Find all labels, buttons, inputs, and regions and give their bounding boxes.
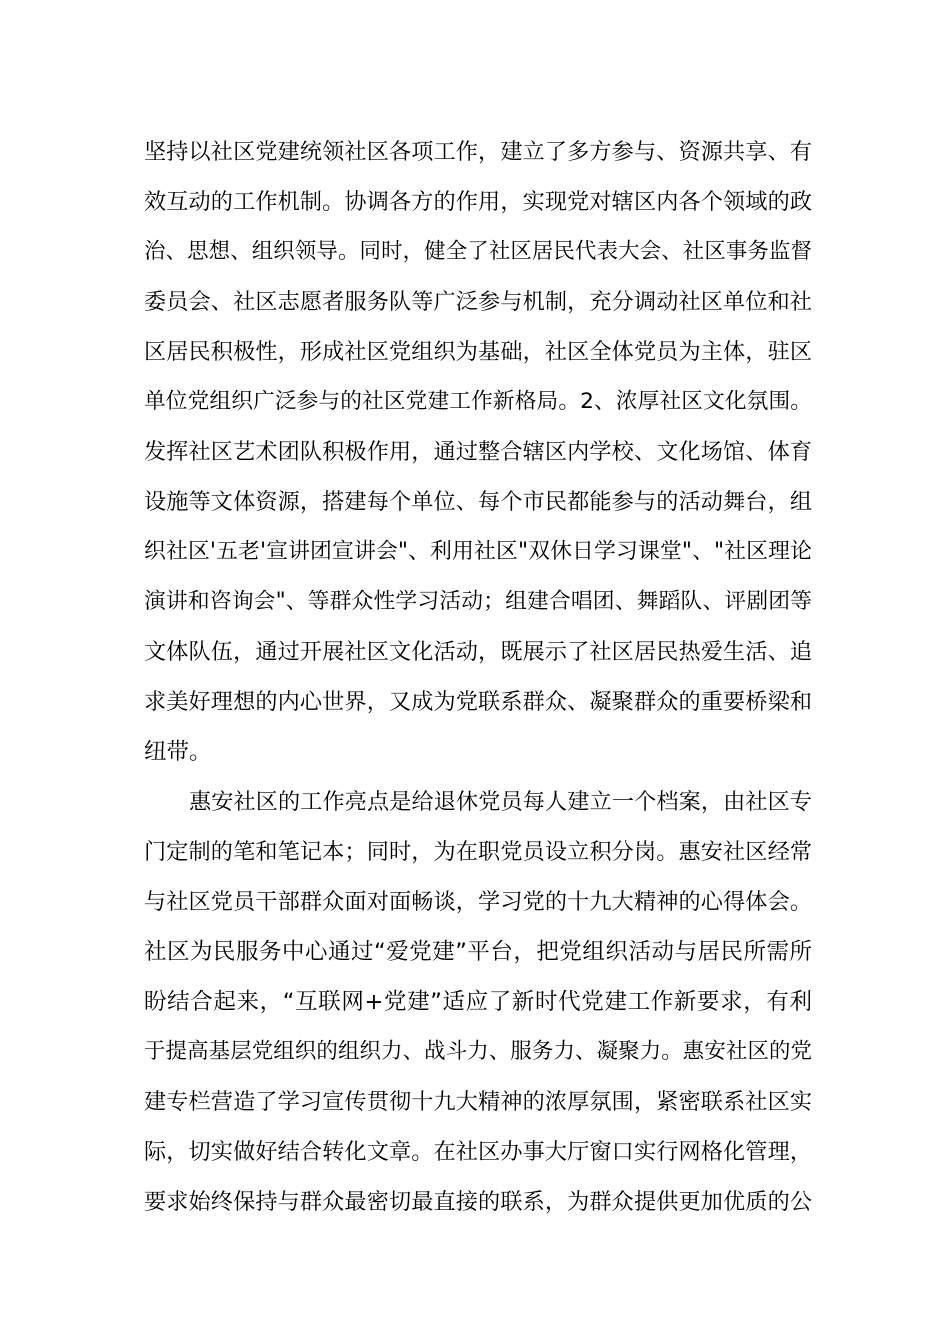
text-line: 文体队伍，通过开展社区文化活动，既展示了社区居民热爱生活、追 xyxy=(144,639,812,665)
text-line: 纽带。 xyxy=(144,739,212,765)
text-line: 演讲和咨询会"、等群众性学习活动；组建合唱团、舞蹈队、评剧团等 xyxy=(144,589,812,614)
paragraph-1 xyxy=(144,127,812,777)
text-line: 坚持以社区党建统领社区各项工作，建立了多方参与、资源共享、有 xyxy=(144,139,812,165)
paragraph-2 xyxy=(144,777,812,1227)
text-line: 治、思想、组织领导。同时，健全了社区居民代表大会、社区事务监督 xyxy=(144,239,812,264)
text-line: 于提高基层党组织的组织力、战斗力、服务力、凝聚力。惠安社区的党 xyxy=(144,1039,812,1064)
text-line: 要求始终保持与群众最密切最直接的联系，为群众提供更加优质的公 xyxy=(144,1189,812,1215)
text-line: 与社区党员干部群众面对面畅谈，学习党的十九大精神的心得体会。 xyxy=(144,889,812,915)
text-line: 门定制的笔和笔记本；同时，为在职党员设立积分岗。惠安社区经常 xyxy=(144,839,812,865)
text-line: 设施等文体资源，搭建每个单位、每个市民都能参与的活动舞台，组 xyxy=(144,489,812,515)
text-line: 建专栏营造了学习宣传贯彻十九大精神的浓厚氛围，紧密联系社区实 xyxy=(144,1089,812,1115)
body-text xyxy=(144,127,812,1227)
text-line: 区居民积极性，形成社区党组织为基础，社区全体党员为主体，驻区 xyxy=(144,339,812,365)
text-line: 单位党组织广泛参与的社区党建工作新格局。2、浓厚社区文化氛围。 xyxy=(144,389,812,414)
text-line: 社区为民服务中心通过“爱党建”平台，把党组织活动与居民所需所 xyxy=(144,939,812,965)
text-line: 委员会、社区志愿者服务队等广泛参与机制，充分调动社区单位和社 xyxy=(144,289,812,315)
text-line: 织社区'五老'宣讲团宣讲会"、利用社区"双休日学习课堂"、"社区理论 xyxy=(144,539,812,564)
text-line: 际，切实做好结合转化文章。在社区办事大厅窗口实行网格化管理， xyxy=(144,1139,812,1165)
text-line: 惠安社区的工作亮点是给退休党员每人建立一个档案，由社区专 xyxy=(189,789,812,815)
text-line: 求美好理想的内心世界，又成为党联系群众、凝聚群众的重要桥梁和 xyxy=(144,689,812,715)
text-line: 效互动的工作机制。协调各方的作用，实现党对辖区内各个领域的政 xyxy=(144,189,812,215)
text-line: 发挥社区艺术团队积极作用，通过整合辖区内学校、文化场馆、体育 xyxy=(144,439,812,465)
text-line: 盼结合起来，“互联网+党建”适应了新时代党建工作新要求，有利 xyxy=(144,989,812,1015)
